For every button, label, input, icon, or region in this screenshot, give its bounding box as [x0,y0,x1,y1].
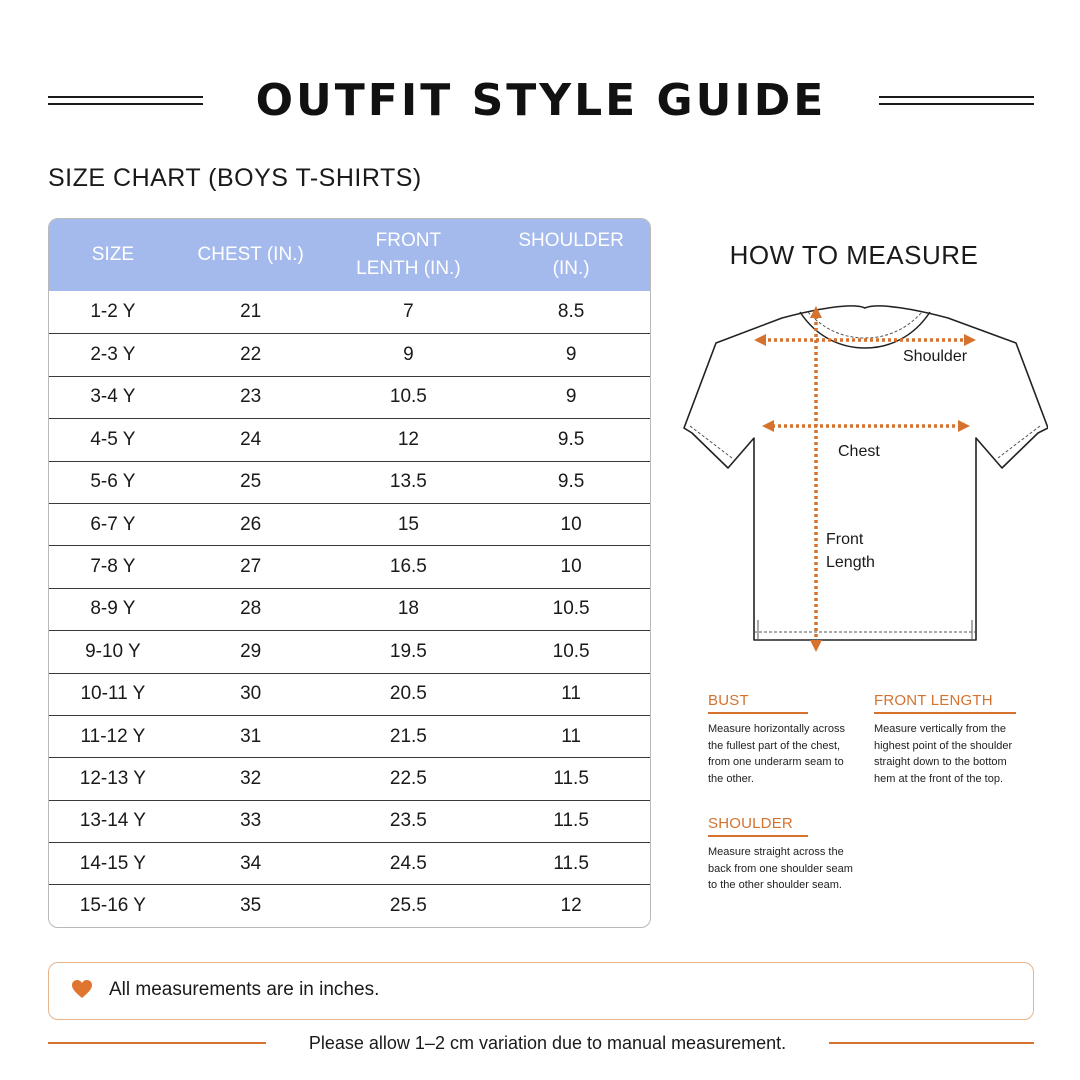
title-divider-right [879,96,1034,105]
table-row [49,503,650,545]
shoulder-text: Measure straight across the back from one shoulder seam to the other shoulder seam. [708,846,853,891]
cell-chest: 21 [240,301,262,323]
table-row [49,630,650,672]
cell-shoulder: 8.5 [557,301,585,323]
cell-size: 3-4 Y [90,386,136,408]
cell-chest: 27 [240,556,262,578]
cell-chest: 34 [240,852,262,874]
cell-front-length: 15 [397,513,419,535]
cell-chest: 35 [240,895,262,917]
column-header-chest: CHEST (IN.) [197,244,304,265]
cell-chest: 24 [240,428,262,450]
column-header-shoulder: SHOULDER (IN.) [518,230,624,279]
table-row [49,884,650,926]
cell-size: 5-6 Y [90,471,136,493]
cell-chest: 30 [240,683,262,705]
size-chart-subtitle: SIZE CHART (BOYS T-SHIRTS) [48,164,422,192]
table-row [49,715,650,757]
cell-front-length: 22.5 [389,767,427,789]
cell-size: 8-9 Y [90,598,136,620]
cell-front-length: 9 [403,344,414,366]
table-row [49,757,650,799]
table-row [49,588,650,630]
chest-label: Chest [838,443,880,460]
cell-shoulder: 11.5 [553,810,589,832]
cell-front-length: 10.5 [389,386,427,408]
footer-text: Please allow 1–2 cm variation due to manual measurement. [308,1033,787,1053]
cell-shoulder: 10.5 [552,640,590,662]
column-header-front-length: FRONT LENTH (IN.) [356,230,461,279]
cell-chest: 28 [240,598,262,620]
table-row [49,418,650,460]
measurement-note [48,962,1034,1020]
footer-divider-left [48,1042,266,1044]
cell-chest: 25 [240,471,262,493]
front-length-info [874,692,1024,787]
cell-size: 9-10 Y [85,640,141,662]
cell-chest: 22 [240,344,262,366]
note-text: All measurements are in inches. [109,979,380,1000]
cell-front-length: 23.5 [389,810,427,832]
cell-chest: 33 [240,810,262,832]
page-title: OUTFIT STYLE GUIDE [255,75,827,126]
cell-front-length: 7 [403,301,414,323]
cell-size: 10-11 Y [80,683,146,705]
table-header [49,219,650,291]
table-row [49,461,650,503]
cell-shoulder: 11.5 [553,767,589,789]
how-to-measure-title: HOW TO MEASURE [729,240,979,270]
cell-chest: 29 [240,640,262,662]
front-length-text: Measure vertically from the highest point of the shoulder straight down to the bottom hem at the front of the top. [874,723,1013,785]
size-chart-table [48,218,651,928]
cell-shoulder: 9.5 [557,428,585,450]
cell-size: 14-15 Y [79,852,146,874]
cell-front-length: 25.5 [389,895,427,917]
title-divider-left [48,96,203,105]
bust-info [708,692,858,787]
cell-shoulder: 12 [560,895,582,917]
cell-shoulder: 10.5 [552,598,590,620]
cell-size: 11-12 Y [80,725,146,747]
front-length-label: Front Length [826,531,875,571]
cell-shoulder: 9 [565,344,577,366]
cell-chest: 31 [240,725,262,747]
cell-size: 6-7 Y [90,513,136,535]
column-header-size: SIZE [91,244,134,265]
footer-divider-right [829,1042,1034,1044]
front-length-heading: FRONT LENGTH [874,692,1016,714]
cell-front-length: 21.5 [389,725,427,747]
cell-shoulder: 10 [560,513,582,535]
cell-shoulder: 10 [560,556,582,578]
cell-chest: 23 [240,386,262,408]
table-row [49,291,650,333]
cell-front-length: 12 [397,428,419,450]
shoulder-label: Shoulder [903,348,968,365]
heart-icon [71,979,93,999]
cell-front-length: 20.5 [389,683,427,705]
cell-front-length: 24.5 [389,852,427,874]
cell-shoulder: 9 [565,386,577,408]
tshirt-measure-diagram [682,298,1048,660]
table-row [49,800,650,842]
cell-shoulder: 11 [561,683,581,705]
table-row [49,376,650,418]
cell-front-length: 16.5 [389,556,427,578]
cell-chest: 32 [240,767,262,789]
cell-size: 4-5 Y [90,428,136,450]
title-bar [48,72,1034,130]
cell-chest: 26 [240,513,262,535]
table-row [49,333,650,375]
cell-size: 2-3 Y [90,344,136,366]
tshirt-icon [682,298,1048,660]
cell-shoulder: 11 [561,725,581,747]
table-body [49,291,650,927]
bust-text: Measure horizontally across the fullest part of the chest, from one underarm seam to the other. [708,723,845,785]
cell-size: 7-8 Y [90,556,136,578]
table-row [49,673,650,715]
table-row [49,545,650,587]
cell-front-length: 18 [397,598,419,620]
cell-size: 12-13 Y [79,767,146,789]
shoulder-heading: SHOULDER [708,815,808,837]
cell-size: 15-16 Y [79,895,146,917]
cell-front-length: 13.5 [389,471,427,493]
table-row [49,842,650,884]
footer-disclaimer [48,1030,1034,1056]
shoulder-info [708,815,858,894]
cell-size: 13-14 Y [79,810,146,832]
cell-shoulder: 11.5 [553,852,589,874]
cell-shoulder: 9.5 [557,471,585,493]
bust-heading: BUST [708,692,808,714]
cell-front-length: 19.5 [389,640,427,662]
cell-size: 1-2 Y [90,301,136,323]
